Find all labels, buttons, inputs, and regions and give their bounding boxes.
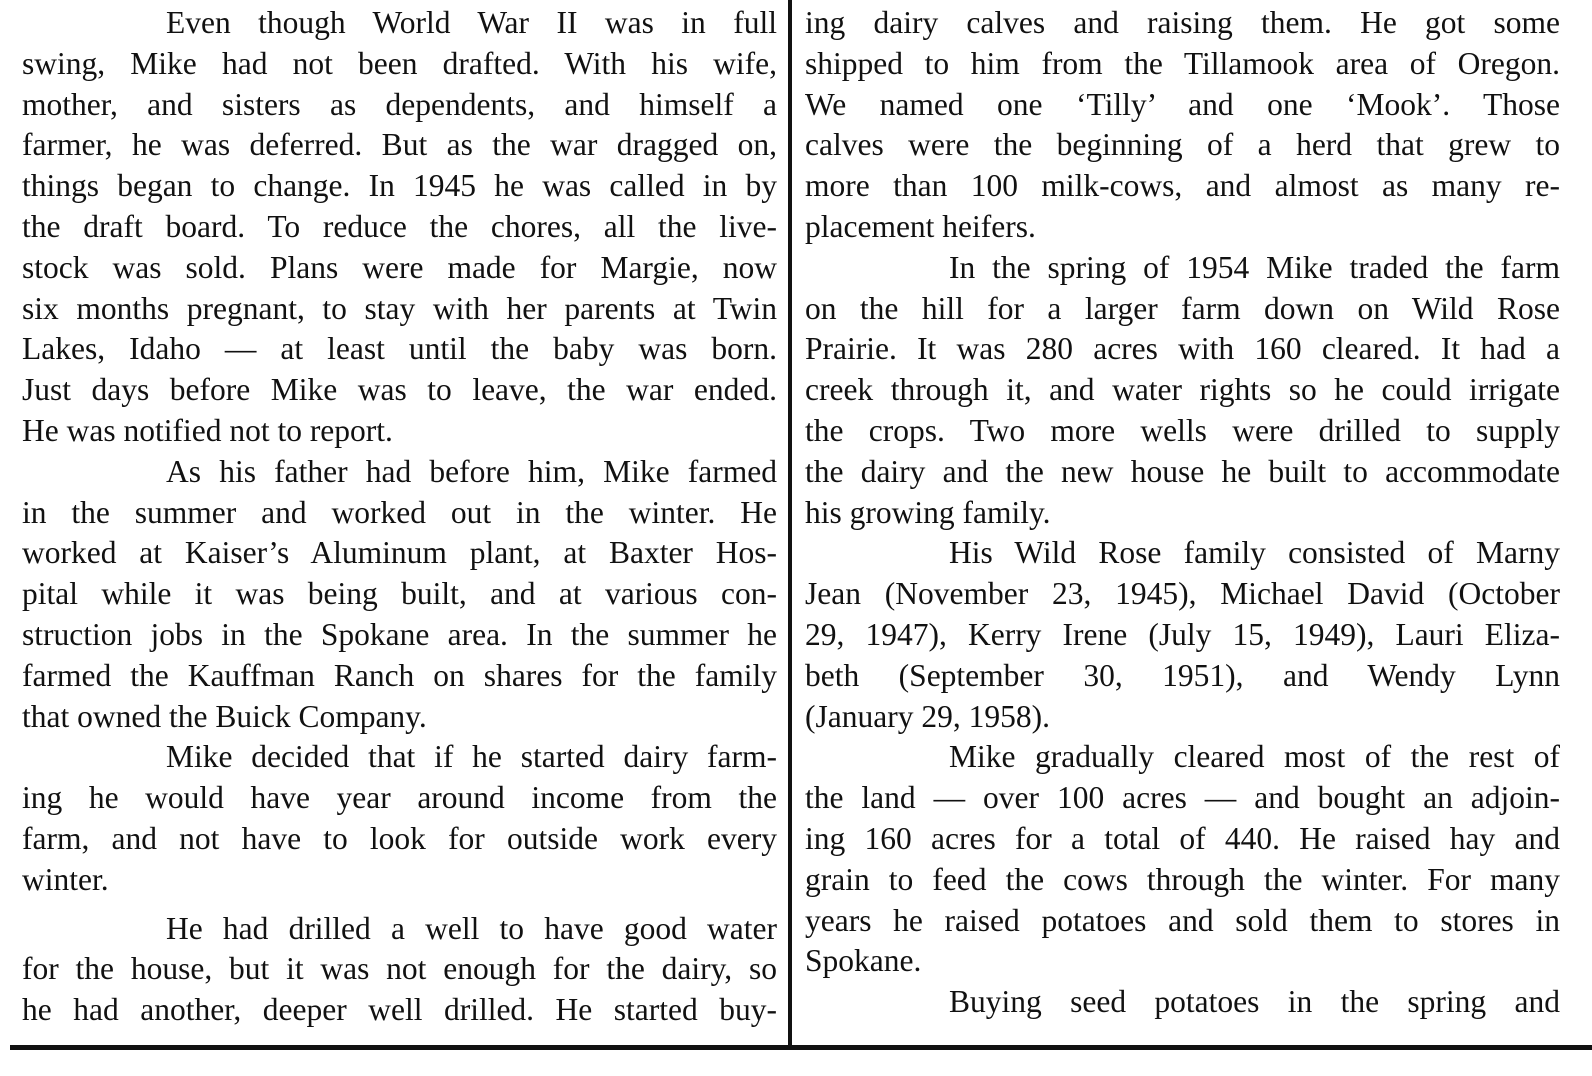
text-line: struction jobs in the Spokane area. In the summer he bbox=[22, 616, 777, 652]
text-line: beth (September 30, 1951), and Wendy Lynn bbox=[805, 657, 1560, 693]
text-line: 29, 1947), Kerry Irene (July 15, 1949), Lauri Eliza- bbox=[805, 616, 1560, 652]
text-line: the land — over 100 acres — and bought an adjoin- bbox=[805, 780, 1560, 816]
text-line: shipped to him from the Tillamook area of Oregon. bbox=[805, 45, 1560, 81]
right-text-column bbox=[805, 3, 1560, 1023]
text-line: He had drilled a well to have good water bbox=[166, 910, 777, 946]
text-line: the draft board. To reduce the chores, all the live- bbox=[22, 208, 777, 244]
text-line: that owned the Buick Company. bbox=[22, 698, 427, 734]
text-line: Buying seed potatoes in the spring and bbox=[949, 984, 1560, 1020]
text-line: the dairy and the new house he built to accommodate bbox=[805, 453, 1560, 489]
text-line: for the house, but it was not enough for the dairy, so bbox=[22, 951, 777, 987]
column-divider bbox=[788, 0, 792, 1050]
text-line: Mike decided that if he started dairy farm- bbox=[166, 739, 777, 775]
text-line: calves were the beginning of a herd that grew to bbox=[805, 127, 1560, 163]
text-line: ing dairy calves and raising them. He got some bbox=[805, 5, 1560, 40]
text-line: ing he would have year around income from the bbox=[22, 780, 777, 816]
text-line: years he raised potatoes and sold them to stores in bbox=[805, 902, 1560, 938]
text-line: Just days before Mike was to leave, the war ended. bbox=[22, 372, 777, 408]
text-line: he had another, deeper well drilled. He started buy- bbox=[22, 992, 777, 1028]
text-line: Spokane. bbox=[805, 943, 922, 979]
text-line: farmer, he was deferred. But as the war dragged on, bbox=[22, 127, 777, 163]
text-line: farmed the Kauffman Ranch on shares for the family bbox=[22, 657, 777, 693]
text-line: his growing family. bbox=[805, 494, 1051, 530]
paragraph-gap bbox=[22, 901, 777, 909]
bottom-rule bbox=[10, 1045, 1592, 1050]
text-line: placement heifers. bbox=[805, 208, 1036, 244]
text-line: winter. bbox=[22, 861, 109, 897]
left-text-column bbox=[22, 3, 777, 1031]
text-line: As his father had before him, Mike farmed bbox=[166, 453, 777, 489]
text-line: in the summer and worked out in the winter. He bbox=[22, 494, 777, 530]
text-line: He was notified not to report. bbox=[22, 412, 393, 448]
text-line: pital while it was being built, and at various con- bbox=[22, 576, 777, 612]
text-line: mother, and sisters as dependents, and himself a bbox=[22, 86, 777, 122]
text-line: six months pregnant, to stay with her parents at Twin bbox=[22, 290, 777, 326]
text-line: farm, and not have to look for outside work every bbox=[22, 820, 777, 856]
text-line: things began to change. In 1945 he was called in by bbox=[22, 168, 777, 204]
text-line: stock was sold. Plans were made for Margie, now bbox=[22, 249, 777, 285]
text-line: on the hill for a larger farm down on Wild Rose bbox=[805, 290, 1560, 326]
text-line: grain to feed the cows through the winter. For many bbox=[805, 861, 1560, 897]
text-line: the crops. Two more wells were drilled to supply bbox=[805, 412, 1560, 448]
text-line: In the spring of 1954 Mike traded the farm bbox=[949, 249, 1560, 285]
text-line: swing, Mike had not been drafted. With his wife, bbox=[22, 45, 777, 81]
text-line: His Wild Rose family consisted of Marny bbox=[949, 535, 1560, 571]
text-line: Prairie. It was 280 acres with 160 cleared. It had a bbox=[805, 331, 1560, 367]
text-line: creek through it, and water rights so he could irrigate bbox=[805, 372, 1560, 408]
text-line: Lakes, Idaho — at least until the baby was born. bbox=[22, 331, 777, 367]
text-line: Even though World War II was in full bbox=[166, 5, 777, 40]
text-line: worked at Kaiser’s Aluminum plant, at Baxter Hos- bbox=[22, 535, 777, 571]
text-line: ing 160 acres for a total of 440. He raised hay and bbox=[805, 820, 1560, 856]
text-line: more than 100 milk-cows, and almost as many re- bbox=[805, 168, 1560, 204]
text-line: We named one ‘Tilly’ and one ‘Mook’. Those bbox=[805, 86, 1560, 122]
text-line: Jean (November 23, 1945), Michael David (October bbox=[805, 576, 1560, 612]
text-line: (January 29, 1958). bbox=[805, 698, 1050, 734]
text-line: Mike gradually cleared most of the rest of bbox=[949, 739, 1560, 775]
